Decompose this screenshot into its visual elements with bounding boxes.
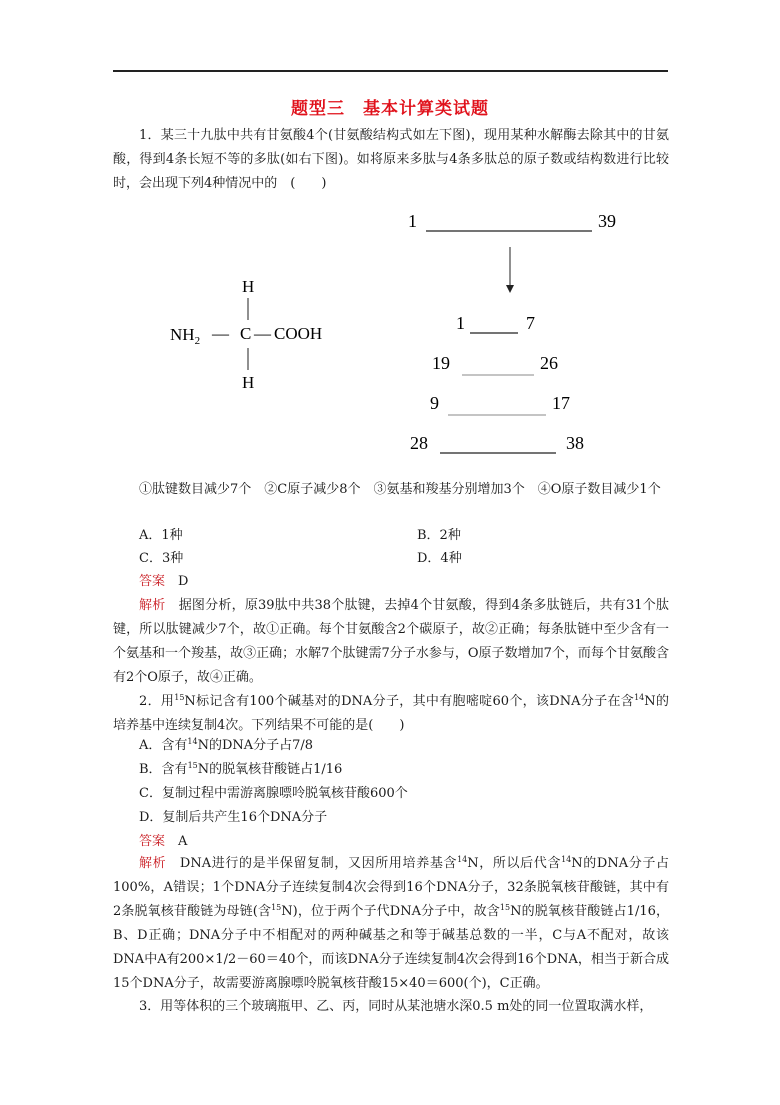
q2-analysis-isotope-4: 15 [499,903,511,912]
svg-text:NH2 [170,325,200,347]
q1-option-b: B．2种 [417,528,461,543]
q1-answer-value: D [178,574,189,589]
glycine-structure [160,272,360,392]
q2-answer [139,830,187,854]
structure-cooh: COOH [274,324,323,343]
q1-stem: 1．某三十九肽中共有甘氨酸4个(甘氨酸结构式如左下图)，现用某种水解酶去除其中的甘氨酸，得到4条长短不等的多肽(如右下图)。如将原来多肽与4条多肽总的原子数或结构数进行比较时，会出现下列4种情况中的 ( ) [113,128,669,191]
q1-analysis-label: 解析 [139,598,166,613]
structure-dash-1: — [212,324,229,343]
top-chain-end: 39 [598,211,616,231]
q2-isotope-2: 14 [634,693,645,702]
structure-c: C [240,324,252,343]
q2-stem-part-1: 2．用 [139,694,175,709]
structure-nh2-sub: 2 [194,335,201,347]
q1-answer [139,570,188,594]
q2-option-c: C．复制过程中需游离腺嘌呤脱氧核苷酸600个 [139,786,408,801]
q2-option-a-part-2: N的DNA分子占7/8 [197,738,314,753]
q2-analysis-label: 解析 [139,856,167,871]
q2-answer-label: 答案 [139,834,166,849]
q2-analysis-isotope-2: 14 [561,855,572,864]
section-title: 题型三 基本计算类试题 [291,99,489,119]
q2-analysis-part-3: N的DNA分子占100%，A错误；1个DNA分子连续复制4次会得到16个DNA分子，32条脱氧核苷酸链，其中有2条脱氧核苷酸链为母链(含 [113,856,669,919]
q2-option-b-part-1: B．含有 [139,762,188,777]
segment-3-end: 17 [552,393,570,413]
q1-analysis-text: 据图分析，原39肽中共38个肽键，去掉4个甘氨酸，得到4条多肽链后，共有31个肽键，所以肽键减少7个，故①正确。每个甘氨酸含2个碳原子，故②正确；每条肽链中至少含有一个氨基和一个羧基，故③正确；水解7个肽键需7分子水参与，O原子数增加7个，而每个甘氨酸含有2个O原子，故④正确。 [113,598,669,685]
q2-stem [113,690,669,738]
segment-1-start: 1 [456,313,465,333]
q2-option-a-part-1: A．含有 [139,738,188,753]
top-chain-start: 1 [408,211,417,231]
structure-dash-2: — [254,324,271,343]
structure-h-bottom: H [242,373,255,392]
peptide-diagram [400,205,640,455]
segment-2-start: 19 [432,353,450,373]
q1-option-d: D．4种 [417,551,462,566]
q2-analysis-part-5: N的脱氧核苷酸链占1/16，B、D正确；DNA分子中不相配对的两种碱基之和等于碱基总数的一半，C与A不配对，故该DNA中A有200×1/2－60＝40个，而该DNA分子连续复制4次会得到16个DNA，相当于新合成15个DNA分子，故需要游离腺嘌呤脱氧核苷酸15×40＝600(个)，C正确。 [113,904,669,991]
q1-analysis [113,594,669,690]
segment-2-end: 26 [540,353,558,373]
q2-analysis-isotope-3: 15 [271,903,282,912]
q2-analysis-isotope-1: 14 [457,855,468,864]
structure-nh2: NH [170,325,195,344]
q1-answer-label: 答案 [139,574,166,589]
segment-4-end: 38 [566,433,584,453]
q2-analysis-part-1: DNA进行的是半保留复制，又因所用培养基含 [179,856,458,871]
q1-option-a: A．1种 [139,528,183,543]
segment-3-start: 9 [430,393,439,413]
q2-option-b-part-2: N的脱氧核苷酸链占1/16 [197,762,343,777]
q1-statements: ①肽键数目减少7个 ②C原子减少8个 ③氨基和羧基分别增加3个 ④O原子数目减少1个 [139,482,661,497]
q2-isotope-1: 15 [174,693,185,702]
arrow-head [506,285,514,293]
q2-stem-part-3: N的培养基中连续复制4次。下列结果不可能的是( ) [113,694,669,733]
q2-option-a [139,734,313,758]
q2-option-a-isotope: 14 [187,737,198,746]
q2-analysis-part-2: N，所以后代含 [467,856,562,871]
q1-option-c: C．3种 [139,551,184,566]
q2-answer-value: A [178,834,188,849]
q2-analysis [113,852,669,996]
segment-1-end: 7 [526,313,535,333]
q2-stem-part-2: N标记含有100个碱基对的DNA分子，其中有胞嘧啶60个，该DNA分子在含 [184,694,635,709]
q2-analysis-part-4: N)，位于两个子代DNA分子中，故含 [281,904,500,919]
q2-option-b-isotope: 15 [187,761,198,770]
q2-option-b [139,758,342,782]
q3-stem: 3．用等体积的三个玻璃瓶甲、乙、丙，同时从某池塘水深0.5 m处的同一位置取满水样， [139,999,653,1014]
structure-h-top: H [242,277,255,296]
segment-4-start: 28 [410,433,428,453]
q2-option-d: D．复制后共产生16个DNA分子 [139,810,328,825]
top-rule [113,70,668,72]
